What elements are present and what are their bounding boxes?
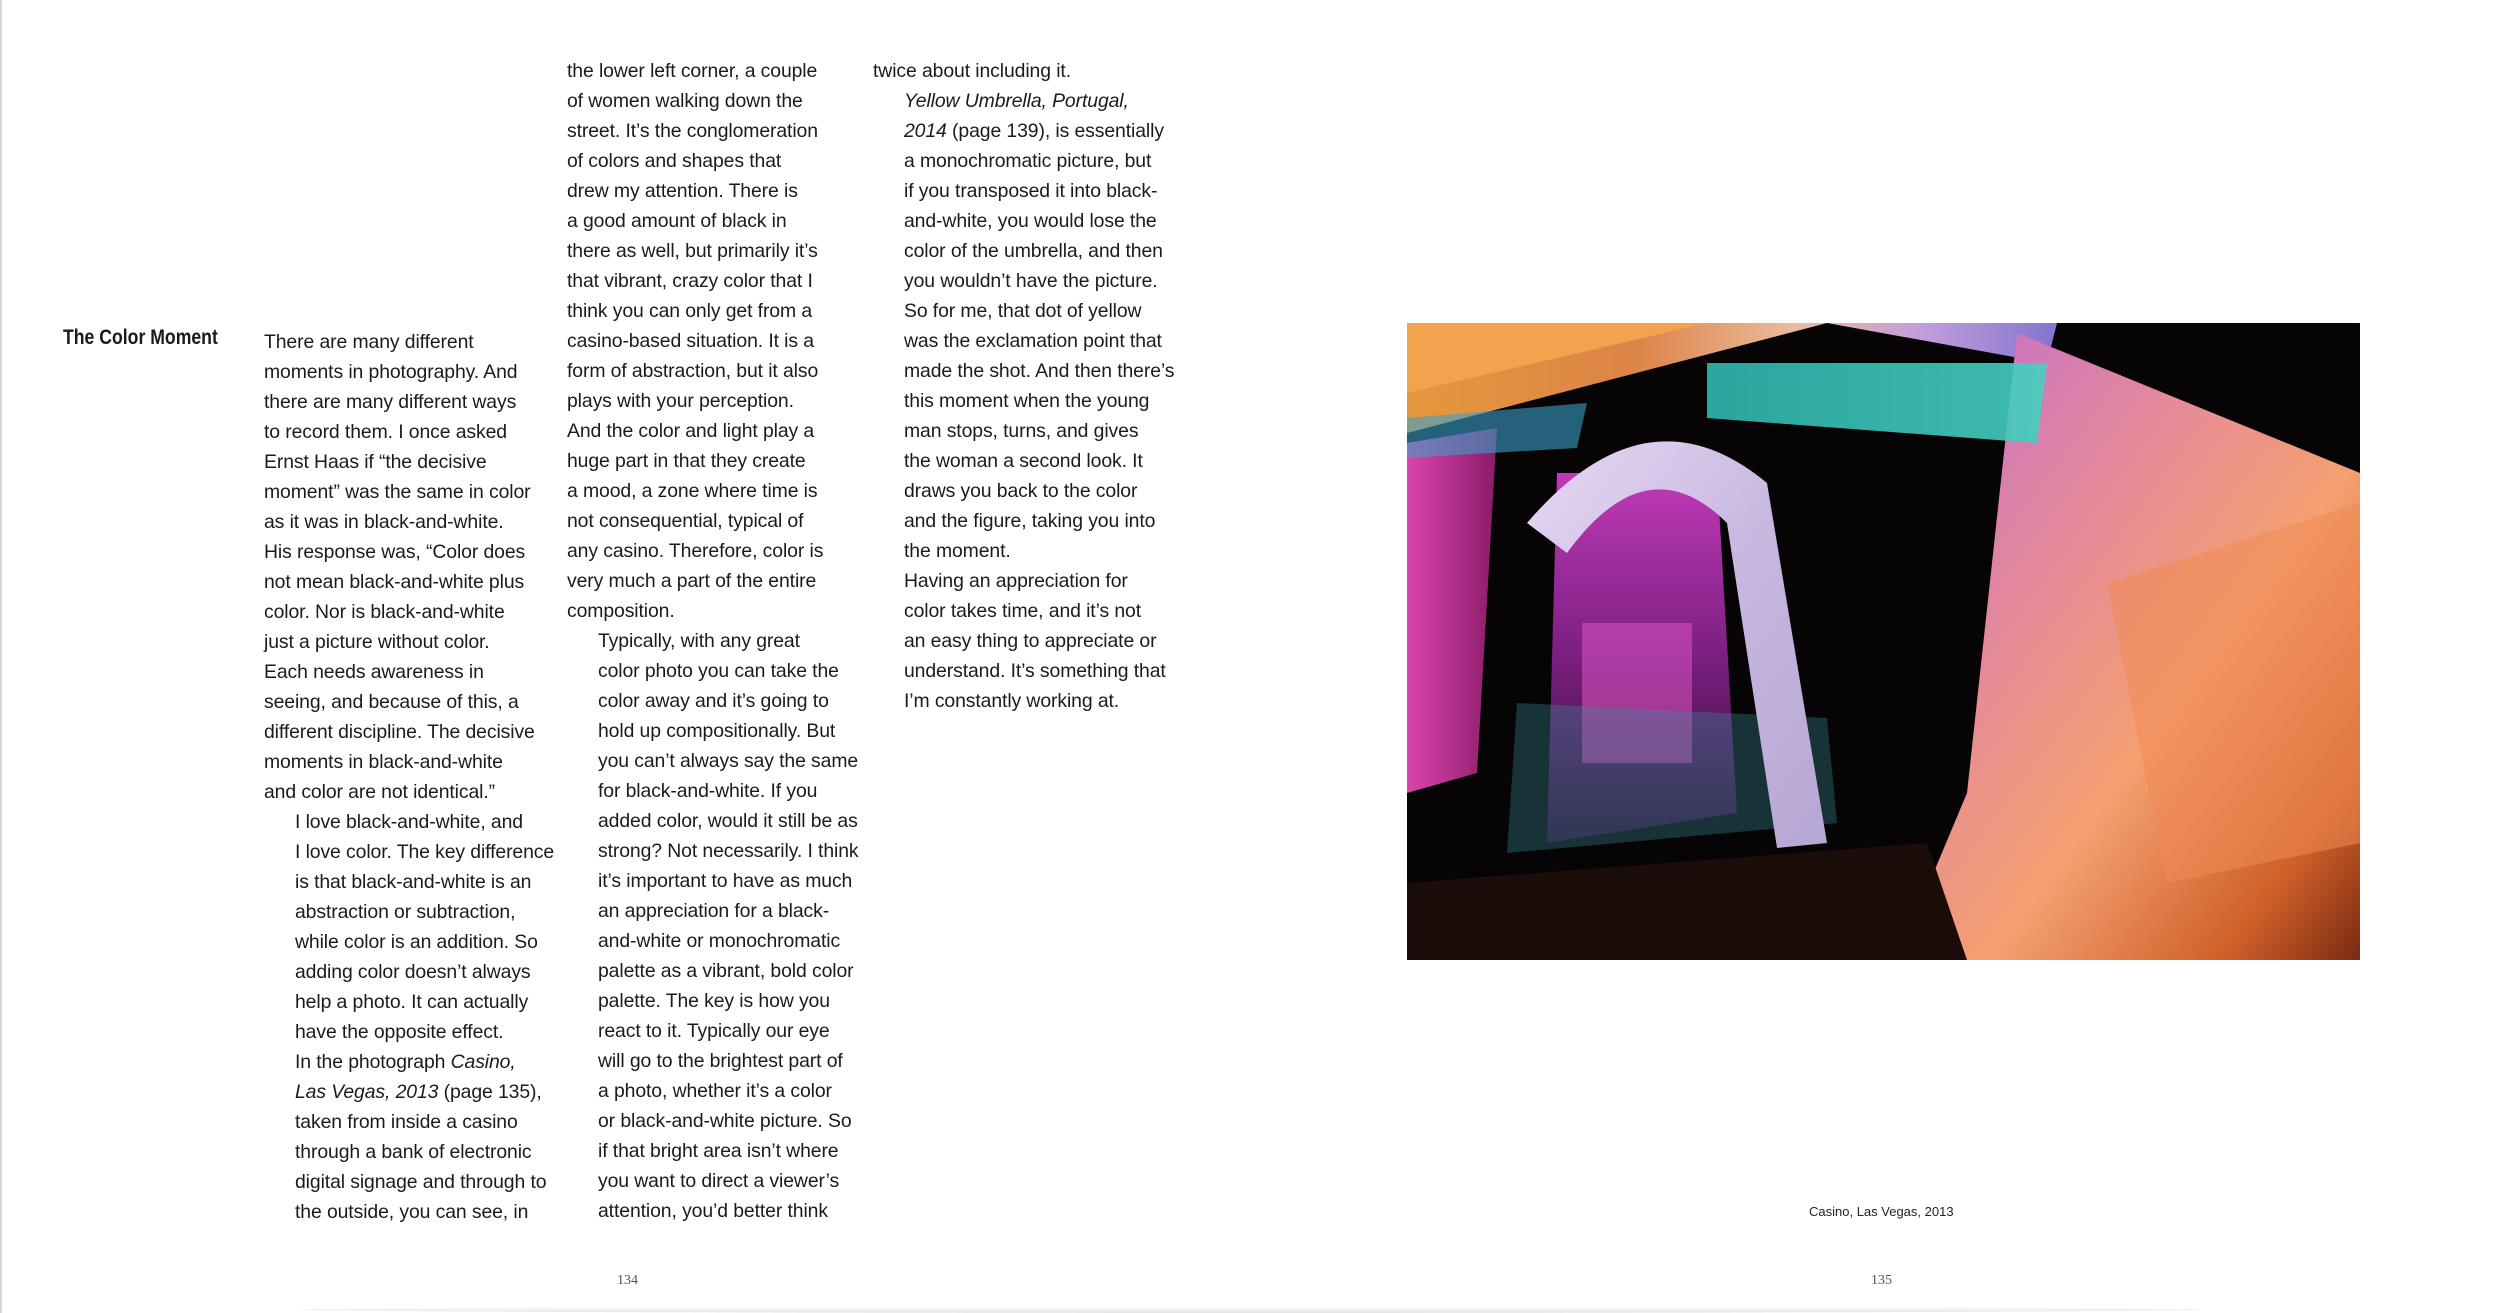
casino-photo (1407, 323, 2360, 960)
text-line: Typically, with any great (598, 630, 800, 652)
text-column-3 (873, 56, 1175, 716)
text-line: Ernst Haas if “the decisive (264, 451, 487, 473)
text-column-2 (567, 56, 859, 1226)
text-line: attention, you’d better think (598, 1200, 828, 1222)
text-line (264, 1077, 546, 1107)
text-line: huge part in that they create (567, 450, 806, 472)
text-line: a mood, a zone where time is (567, 480, 818, 502)
text-line: of colors and shapes that (567, 150, 782, 172)
text-line: through a bank of electronic (295, 1141, 532, 1163)
text-line: the woman a second look. It (904, 450, 1143, 472)
text-line: not consequential, typical of (567, 510, 804, 532)
text-line: the outside, you can see, in (295, 1201, 529, 1223)
text-line: a photo, whether it’s a color (598, 1080, 832, 1102)
text-line: moment” was the same in color (264, 481, 531, 503)
text-line: was the exclamation point that (904, 330, 1162, 352)
text-line: as it was in black-and-white. (264, 511, 504, 533)
text-line: if you transposed it into black- (904, 180, 1158, 202)
text-line: street. It’s the conglomeration (567, 120, 818, 142)
text-line: you can’t always say the same (598, 750, 859, 772)
text-line: have the opposite effect. (295, 1021, 504, 1043)
text-line: moments in black-and-white (264, 751, 503, 773)
text-line: digital signage and through to (295, 1171, 547, 1193)
text-line: very much a part of the entire (567, 570, 817, 592)
text-line: or black-and-white picture. So (598, 1110, 852, 1132)
paragraph (264, 807, 555, 1047)
text-line: help a photo. It can actually (295, 991, 529, 1013)
paragraph (873, 566, 1166, 716)
text-line: There are many different (264, 331, 474, 353)
text-line: not mean black-and-white plus (264, 571, 525, 593)
text-line: and-white, you would lose the (904, 210, 1157, 232)
paragraph (873, 86, 1175, 566)
text-line: an appreciation for a black- (598, 900, 830, 922)
text-line: taken from inside a casino (295, 1111, 518, 1133)
text-line: for black-and-white. If you (598, 780, 818, 802)
text-line: will go to the brightest part of (598, 1050, 843, 1072)
text-line: form of abstraction, but it also (567, 360, 819, 382)
text-line: So for me, that dot of yellow (904, 300, 1142, 322)
text-line: and the figure, taking you into (904, 510, 1156, 532)
text-column-1 (264, 327, 555, 1227)
text-line: there are many different ways (264, 391, 517, 413)
line-group (264, 1107, 546, 1227)
text-line: if that bright area isn’t where (598, 1140, 839, 1162)
text-line: twice about including it. (873, 60, 1071, 82)
text-line: His response was, “Color does (264, 541, 526, 563)
section-heading: The Color Moment (63, 326, 218, 349)
text-line: draws you back to the color (904, 480, 1138, 502)
photo-title: Las Vegas, 2013 (295, 1081, 439, 1103)
text-line: strong? Not necessarily. I think (598, 840, 859, 862)
text-line: man stops, turns, and gives (904, 420, 1139, 442)
text-line: drew my attention. There is (567, 180, 798, 202)
text-line: the moment. (904, 540, 1011, 562)
photo-title: Casino, (450, 1051, 516, 1073)
text-line: casino-based situation. It is a (567, 330, 814, 352)
text-line: think you can only get from a (567, 300, 813, 322)
text-line (264, 1047, 546, 1077)
text-line: I love black-and-white, and (295, 811, 523, 833)
text-line: color of the umbrella, and then (904, 240, 1163, 262)
text-line: that vibrant, crazy color that I (567, 270, 813, 292)
text-line: you want to direct a viewer’s (598, 1170, 840, 1192)
text-line: abstraction or subtraction, (295, 901, 516, 923)
text-line (873, 116, 1164, 146)
photo-caption: Casino, Las Vegas, 2013 (1809, 1204, 1954, 1219)
text-line: moments in photography. And (264, 361, 518, 383)
text-line: to record them. I once asked (264, 421, 507, 443)
text-line: any casino. Therefore, color is (567, 540, 824, 562)
text-line: this moment when the young (904, 390, 1150, 412)
page-bottom-shadow (300, 1306, 2200, 1313)
text-line: color away and it’s going to (598, 690, 829, 712)
text-line: hold up compositionally. But (598, 720, 836, 742)
paragraph (264, 1047, 546, 1227)
text-line: a good amount of black in (567, 210, 787, 232)
text-line: adding color doesn’t always (295, 961, 531, 983)
text-line: the lower left corner, a couple (567, 60, 818, 82)
text-line: different discipline. The decisive (264, 721, 535, 743)
paragraph (264, 327, 546, 807)
paragraph (567, 626, 859, 1226)
text-line: I love color. The key difference (295, 841, 555, 863)
line-group (873, 146, 1175, 566)
text-run: In the photograph (295, 1051, 451, 1073)
text-line: And the color and light play a (567, 420, 815, 442)
text-line: react to it. Typically our eye (598, 1020, 830, 1042)
photo-artwork (1407, 323, 2360, 960)
paragraph (567, 56, 849, 626)
text-line: added color, would it still be as (598, 810, 858, 832)
page-edge (0, 0, 2, 1313)
text-line: color. Nor is black-and-white (264, 601, 505, 623)
text-line: I’m constantly working at. (904, 690, 1120, 712)
text-line: and-white or monochromatic (598, 930, 841, 952)
page-number-left: 134 (617, 1273, 638, 1288)
text-line: Each needs awareness in (264, 661, 484, 683)
text-line: plays with your perception. (567, 390, 794, 412)
text-line: made the shot. And then there’s (904, 360, 1175, 382)
text-line: a monochromatic picture, but (904, 150, 1152, 172)
text-line: seeing, and because of this, a (264, 691, 519, 713)
text-line: an easy thing to appreciate or (904, 630, 1157, 652)
text-line: just a picture without color. (264, 631, 490, 653)
paragraph (873, 56, 1155, 86)
text-line: it’s important to have as much (598, 870, 853, 892)
text-line: composition. (567, 600, 675, 622)
text-line: of women walking down the (567, 90, 803, 112)
text-line: there as well, but primarily it’s (567, 240, 818, 262)
text-line: palette. The key is how you (598, 990, 830, 1012)
text-line: while color is an addition. So (295, 931, 538, 953)
photo-title: Yellow Umbrella, Portugal, (904, 90, 1129, 112)
text-line: you wouldn’t have the picture. (904, 270, 1158, 292)
text-line (873, 86, 1155, 116)
page-number-right: 135 (1871, 1273, 1892, 1288)
text-line: palette as a vibrant, bold color (598, 960, 854, 982)
text-run: (page 139), is essentially (946, 120, 1164, 142)
text-run: (page 135), (438, 1081, 542, 1103)
text-line: and color are not identical.” (264, 781, 495, 803)
text-line: is that black-and-white is an (295, 871, 532, 893)
photo-title: 2014 (904, 120, 947, 142)
text-line: Having an appreciation for (904, 570, 1128, 592)
text-line: understand. It’s something that (904, 660, 1166, 682)
text-line: color photo you can take the (598, 660, 839, 682)
text-line: color takes time, and it’s not (904, 600, 1141, 622)
